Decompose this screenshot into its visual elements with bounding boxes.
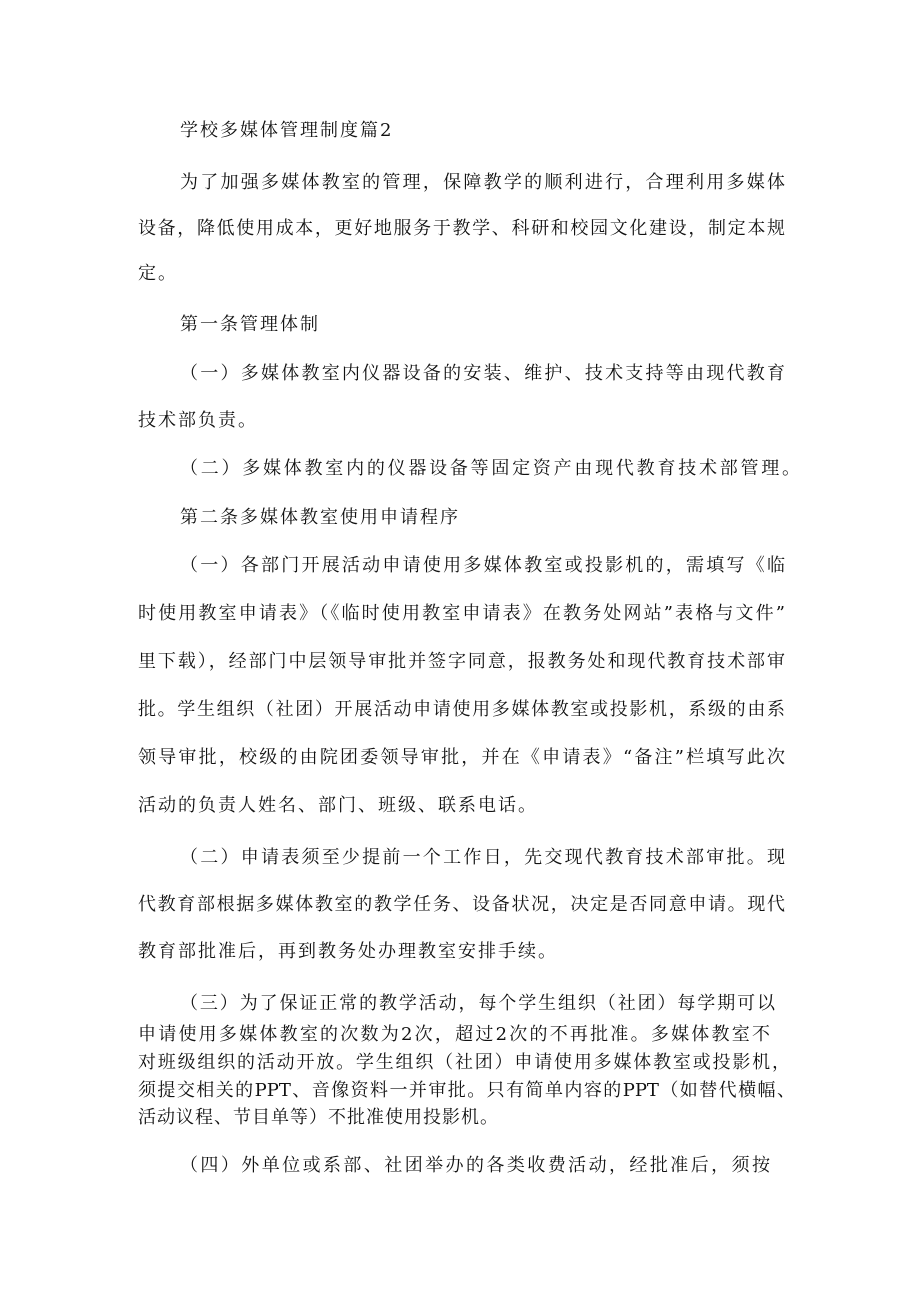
paragraph-line: 对班级组织的活动开放。学生组织（社团）申请使用多媒体教室或投影机，	[138, 1052, 790, 1073]
paragraph-line: （二）多媒体教室内的仪器设备等固定资产由现代教育技术部管理。	[180, 458, 800, 479]
paragraph-line: 里下载），经部门中层领导审批并签字同意，报教务处和现代教育技术部审	[138, 651, 785, 672]
section-heading: 第二条多媒体教室使用申请程序	[180, 507, 460, 528]
paragraph-line: （一）各部门开展活动申请使用多媒体教室或投影机的，需填写《临	[180, 555, 785, 576]
paragraph-line: 技术部负责。	[138, 410, 258, 431]
paragraph-line: 教育部批准后，再到教务处办理教室安排手续。	[138, 941, 558, 962]
section-heading: 第一条管理体制	[180, 314, 320, 335]
paragraph-line: 批。学生组织（社团）开展活动申请使用多媒体教室或投影机，系级的由系	[138, 699, 785, 720]
paragraph-line: 活动议程、节目单等）不批准使用投影机。	[138, 1107, 499, 1128]
paragraph-line: （一）多媒体教室内仪器设备的安装、维护、技术支持等由现代教育	[180, 363, 785, 384]
document-title: 学校多媒体管理制度篇2	[180, 120, 394, 141]
paragraph-line: （三）为了保证正常的教学活动，每个学生组织（社团）每学期可以	[180, 993, 775, 1014]
paragraph-line: 时使用教室申请表》（《临时使用教室申请表》在教务处网站”表格与文件”	[138, 603, 785, 624]
paragraph-line: 领导审批，校级的由院团委领导审批，并在《申请表》“备注”栏填写此次	[138, 747, 785, 768]
paragraph-line: （四）外单位或系部、社团举办的各类收费活动，经批准后，须按	[180, 1155, 770, 1176]
paragraph-line: 定。	[138, 263, 178, 284]
paragraph-line: 申请使用多媒体教室的次数为2次，超过2次的不再批准。多媒体教室不	[138, 1024, 770, 1045]
paragraph-line: 活动的负责人姓名、部门、班级、联系电话。	[138, 795, 538, 816]
paragraph-line: 为了加强多媒体教室的管理，保障教学的顺利进行，合理利用多媒体	[180, 172, 785, 193]
paragraph-line: 代教育部根据多媒体教室的教学任务、设备状况，决定是否同意申请。现代	[138, 894, 785, 915]
paragraph-line: 设备，降低使用成本，更好地服务于教学、科研和校园文化建设，制定本规	[138, 218, 785, 239]
paragraph-line: 须提交相关的PPT、音像资料一并审批。只有简单内容的PPT（如替代横幅、	[138, 1080, 795, 1101]
paragraph-line: （二）申请表须至少提前一个工作日，先交现代教育技术部审批。现	[180, 847, 785, 868]
